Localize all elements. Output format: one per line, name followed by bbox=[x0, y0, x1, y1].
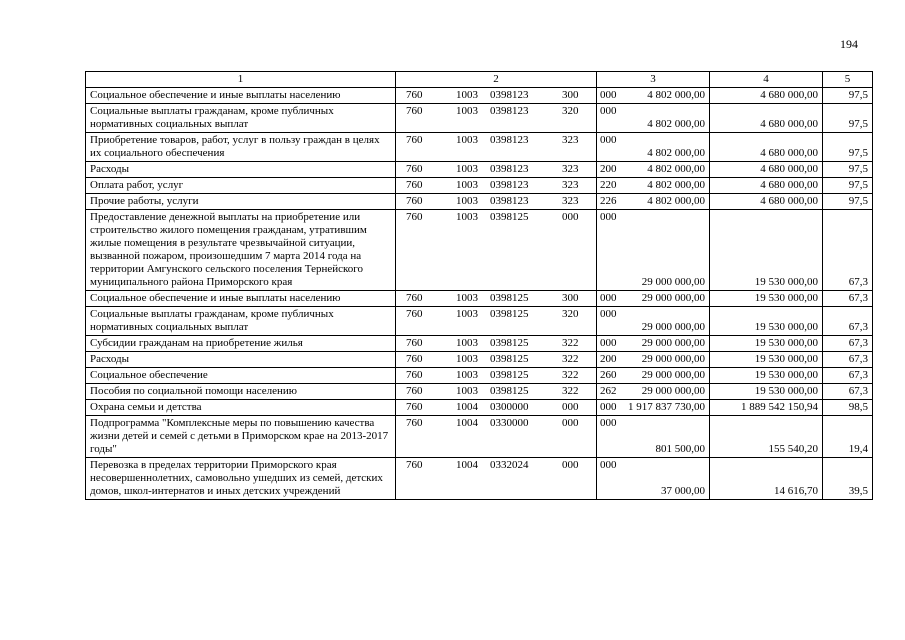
code-part-4: 000 bbox=[562, 417, 579, 429]
row-amount-executed: 19 530 000,00 bbox=[710, 336, 823, 352]
table-row bbox=[86, 162, 873, 178]
code-part-5: 000 bbox=[600, 211, 617, 223]
code-part-1: 760 bbox=[406, 134, 423, 146]
code-part-2: 1003 bbox=[456, 105, 478, 117]
row-amount-planned: 29 000 000,00 bbox=[597, 352, 710, 368]
row-amount-planned: 801 500,00 bbox=[597, 416, 710, 458]
row-name: Социальное обеспечение bbox=[86, 368, 396, 384]
code-part-4: 322 bbox=[562, 353, 579, 365]
code-part-2: 1004 bbox=[456, 417, 478, 429]
row-amount-executed: 14 616,70 bbox=[710, 458, 823, 500]
code-part-3: 0398125 bbox=[490, 211, 529, 223]
code-part-1: 760 bbox=[406, 459, 423, 471]
code-part-5: 000 bbox=[600, 337, 617, 349]
code-part-5: 200 bbox=[600, 353, 617, 365]
row-code bbox=[396, 210, 617, 291]
code-part-2: 1004 bbox=[456, 459, 478, 471]
row-code bbox=[396, 178, 617, 194]
code-part-4: 323 bbox=[562, 134, 579, 146]
code-part-3: 0398125 bbox=[490, 369, 529, 381]
row-amount-executed: 4 680 000,00 bbox=[710, 88, 823, 104]
row-name: Прочие работы, услуги bbox=[86, 194, 396, 210]
row-amount-executed: 1 889 542 150,94 bbox=[710, 400, 823, 416]
row-amount-executed: 19 530 000,00 bbox=[710, 352, 823, 368]
table-row bbox=[86, 458, 873, 500]
row-code bbox=[396, 416, 617, 458]
row-code bbox=[396, 307, 617, 336]
header-row bbox=[86, 72, 873, 88]
row-percent: 39,5 bbox=[823, 458, 873, 500]
code-part-1: 760 bbox=[406, 337, 423, 349]
row-amount-planned: 4 802 000,00 bbox=[597, 88, 710, 104]
code-part-2: 1003 bbox=[456, 337, 478, 349]
row-amount-executed: 19 530 000,00 bbox=[710, 210, 823, 291]
row-percent: 97,5 bbox=[823, 194, 873, 210]
table-row bbox=[86, 88, 873, 104]
code-part-5: 226 bbox=[600, 195, 617, 207]
code-part-1: 760 bbox=[406, 292, 423, 304]
budget-table bbox=[85, 71, 873, 500]
header-col-2: 2 bbox=[396, 72, 597, 88]
code-part-4: 320 bbox=[562, 105, 579, 117]
table-row bbox=[86, 336, 873, 352]
code-part-1: 760 bbox=[406, 195, 423, 207]
code-part-5: 000 bbox=[600, 292, 617, 304]
row-name: Охрана семьи и детства bbox=[86, 400, 396, 416]
code-part-4: 000 bbox=[562, 211, 579, 223]
row-name: Социальное обеспечение и иные выплаты населению bbox=[86, 88, 396, 104]
table-row bbox=[86, 291, 873, 307]
code-part-5: 000 bbox=[600, 134, 617, 146]
code-part-3: 0398125 bbox=[490, 292, 529, 304]
row-code bbox=[396, 352, 617, 368]
row-percent: 98,5 bbox=[823, 400, 873, 416]
code-part-4: 322 bbox=[562, 369, 579, 381]
row-percent: 67,3 bbox=[823, 291, 873, 307]
row-amount-planned: 29 000 000,00 bbox=[597, 336, 710, 352]
row-amount-planned: 4 802 000,00 bbox=[597, 178, 710, 194]
row-percent: 19,4 bbox=[823, 416, 873, 458]
code-part-2: 1004 bbox=[456, 401, 478, 413]
row-name: Перевозка в пределах территории Приморского края несовершеннолетних, самовольно ушедших из семей, детских домов, школ-интернатов и иных детских учреждений bbox=[86, 458, 396, 500]
code-part-3: 0398123 bbox=[490, 134, 529, 146]
code-part-3: 0332024 bbox=[490, 459, 529, 471]
row-percent: 97,5 bbox=[823, 133, 873, 162]
row-amount-planned: 4 802 000,00 bbox=[597, 194, 710, 210]
table-row bbox=[86, 307, 873, 336]
table-row bbox=[86, 194, 873, 210]
code-part-1: 760 bbox=[406, 385, 423, 397]
page-number: 194 bbox=[840, 37, 858, 51]
code-part-5: 000 bbox=[600, 401, 617, 413]
row-amount-planned: 4 802 000,00 bbox=[597, 104, 710, 133]
code-part-5: 000 bbox=[600, 308, 617, 320]
table-row bbox=[86, 352, 873, 368]
row-percent: 67,3 bbox=[823, 307, 873, 336]
row-name: Субсидии гражданам на приобретение жилья bbox=[86, 336, 396, 352]
code-part-3: 0398123 bbox=[490, 105, 529, 117]
code-part-1: 760 bbox=[406, 353, 423, 365]
code-part-2: 1003 bbox=[456, 179, 478, 191]
row-name: Социальные выплаты гражданам, кроме публичных нормативных социальных выплат bbox=[86, 307, 396, 336]
row-code bbox=[396, 104, 617, 133]
code-part-3: 0300000 bbox=[490, 401, 529, 413]
table-row bbox=[86, 368, 873, 384]
row-amount-planned: 29 000 000,00 bbox=[597, 368, 710, 384]
code-part-1: 760 bbox=[406, 401, 423, 413]
row-amount-planned: 29 000 000,00 bbox=[597, 291, 710, 307]
code-part-2: 1003 bbox=[456, 369, 478, 381]
row-percent: 97,5 bbox=[823, 162, 873, 178]
code-part-4: 323 bbox=[562, 195, 579, 207]
row-name: Пособия по социальной помощи населению bbox=[86, 384, 396, 400]
row-name: Подпрограмма "Комплексные меры по повышению качества жизни детей и семей с детьми в Приморском крае на 2013-2017 годы" bbox=[86, 416, 396, 458]
row-code bbox=[396, 400, 617, 416]
table-row bbox=[86, 104, 873, 133]
code-part-4: 000 bbox=[562, 401, 579, 413]
code-part-5: 000 bbox=[600, 459, 617, 471]
code-part-2: 1003 bbox=[456, 385, 478, 397]
row-code bbox=[396, 458, 617, 500]
code-part-1: 760 bbox=[406, 369, 423, 381]
header-col-4: 4 bbox=[710, 72, 823, 88]
row-name: Социальное обеспечение и иные выплаты населению bbox=[86, 291, 396, 307]
row-amount-executed: 4 680 000,00 bbox=[710, 194, 823, 210]
row-amount-executed: 19 530 000,00 bbox=[710, 384, 823, 400]
code-part-3: 0398125 bbox=[490, 385, 529, 397]
row-amount-executed: 19 530 000,00 bbox=[710, 307, 823, 336]
code-part-3: 0398123 bbox=[490, 89, 529, 101]
row-amount-planned: 1 917 837 730,00 bbox=[597, 400, 710, 416]
code-part-3: 0398125 bbox=[490, 353, 529, 365]
row-amount-executed: 19 530 000,00 bbox=[710, 291, 823, 307]
code-part-5: 220 bbox=[600, 179, 617, 191]
code-part-4: 323 bbox=[562, 179, 579, 191]
code-part-5: 262 bbox=[600, 385, 617, 397]
row-code bbox=[396, 162, 617, 178]
code-part-5: 000 bbox=[600, 105, 617, 117]
row-code bbox=[396, 291, 617, 307]
code-part-5: 200 bbox=[600, 163, 617, 175]
row-code bbox=[396, 133, 617, 162]
code-part-3: 0398123 bbox=[490, 163, 529, 175]
code-part-5: 000 bbox=[600, 417, 617, 429]
code-part-1: 760 bbox=[406, 163, 423, 175]
row-amount-planned: 4 802 000,00 bbox=[597, 162, 710, 178]
row-percent: 97,5 bbox=[823, 104, 873, 133]
code-part-3: 0398125 bbox=[490, 337, 529, 349]
row-code bbox=[396, 384, 617, 400]
code-part-3: 0398123 bbox=[490, 195, 529, 207]
row-percent: 67,3 bbox=[823, 352, 873, 368]
code-part-4: 320 bbox=[562, 308, 579, 320]
code-part-3: 0398123 bbox=[490, 179, 529, 191]
row-percent: 67,3 bbox=[823, 368, 873, 384]
table-row bbox=[86, 133, 873, 162]
table-row bbox=[86, 384, 873, 400]
code-part-5: 260 bbox=[600, 369, 617, 381]
row-code bbox=[396, 336, 617, 352]
table-row bbox=[86, 416, 873, 458]
code-part-2: 1003 bbox=[456, 308, 478, 320]
row-amount-executed: 4 680 000,00 bbox=[710, 104, 823, 133]
row-amount-planned: 29 000 000,00 bbox=[597, 307, 710, 336]
header-col-5: 5 bbox=[823, 72, 873, 88]
code-part-4: 323 bbox=[562, 163, 579, 175]
code-part-4: 322 bbox=[562, 385, 579, 397]
code-part-3: 0330000 bbox=[490, 417, 529, 429]
row-amount-executed: 19 530 000,00 bbox=[710, 368, 823, 384]
code-part-2: 1003 bbox=[456, 292, 478, 304]
code-part-2: 1003 bbox=[456, 353, 478, 365]
code-part-2: 1003 bbox=[456, 163, 478, 175]
code-part-1: 760 bbox=[406, 308, 423, 320]
code-part-4: 300 bbox=[562, 292, 579, 304]
row-code bbox=[396, 194, 617, 210]
row-amount-planned: 37 000,00 bbox=[597, 458, 710, 500]
row-amount-planned: 29 000 000,00 bbox=[597, 210, 710, 291]
row-name: Предоставление денежной выплаты на приобретение или строительство жилого помещения гражданам, утратившим жилые помещения в результате чрезвычайной ситуации, вызванной пожаром, произошедшим 7 марта 2014 года на территории Амгунского сельского поселения Тернейского муниципального района Приморского края bbox=[86, 210, 396, 291]
row-name: Расходы bbox=[86, 162, 396, 178]
row-percent: 67,3 bbox=[823, 336, 873, 352]
code-part-4: 322 bbox=[562, 337, 579, 349]
row-percent: 67,3 bbox=[823, 384, 873, 400]
row-name: Оплата работ, услуг bbox=[86, 178, 396, 194]
code-part-1: 760 bbox=[406, 89, 423, 101]
row-amount-executed: 4 680 000,00 bbox=[710, 162, 823, 178]
header-col-3: 3 bbox=[597, 72, 710, 88]
header-col-1: 1 bbox=[86, 72, 396, 88]
row-amount-executed: 155 540,20 bbox=[710, 416, 823, 458]
table-row bbox=[86, 210, 873, 291]
row-name: Социальные выплаты гражданам, кроме публичных нормативных социальных выплат bbox=[86, 104, 396, 133]
code-part-1: 760 bbox=[406, 417, 423, 429]
row-code bbox=[396, 88, 617, 104]
code-part-2: 1003 bbox=[456, 89, 478, 101]
code-part-2: 1003 bbox=[456, 134, 478, 146]
row-name: Расходы bbox=[86, 352, 396, 368]
row-amount-planned: 4 802 000,00 bbox=[597, 133, 710, 162]
code-part-1: 760 bbox=[406, 105, 423, 117]
row-percent: 97,5 bbox=[823, 178, 873, 194]
row-amount-executed: 4 680 000,00 bbox=[710, 133, 823, 162]
code-part-1: 760 bbox=[406, 211, 423, 223]
row-percent: 97,5 bbox=[823, 88, 873, 104]
row-percent: 67,3 bbox=[823, 210, 873, 291]
row-amount-planned: 29 000 000,00 bbox=[597, 384, 710, 400]
table-row bbox=[86, 178, 873, 194]
code-part-3: 0398125 bbox=[490, 308, 529, 320]
row-code bbox=[396, 368, 617, 384]
code-part-2: 1003 bbox=[456, 195, 478, 207]
code-part-2: 1003 bbox=[456, 211, 478, 223]
code-part-5: 000 bbox=[600, 89, 617, 101]
code-part-4: 300 bbox=[562, 89, 579, 101]
row-name: Приобретение товаров, работ, услуг в пользу граждан в целях их социального обеспечения bbox=[86, 133, 396, 162]
code-part-4: 000 bbox=[562, 459, 579, 471]
row-amount-executed: 4 680 000,00 bbox=[710, 178, 823, 194]
code-part-1: 760 bbox=[406, 179, 423, 191]
table-row bbox=[86, 400, 873, 416]
